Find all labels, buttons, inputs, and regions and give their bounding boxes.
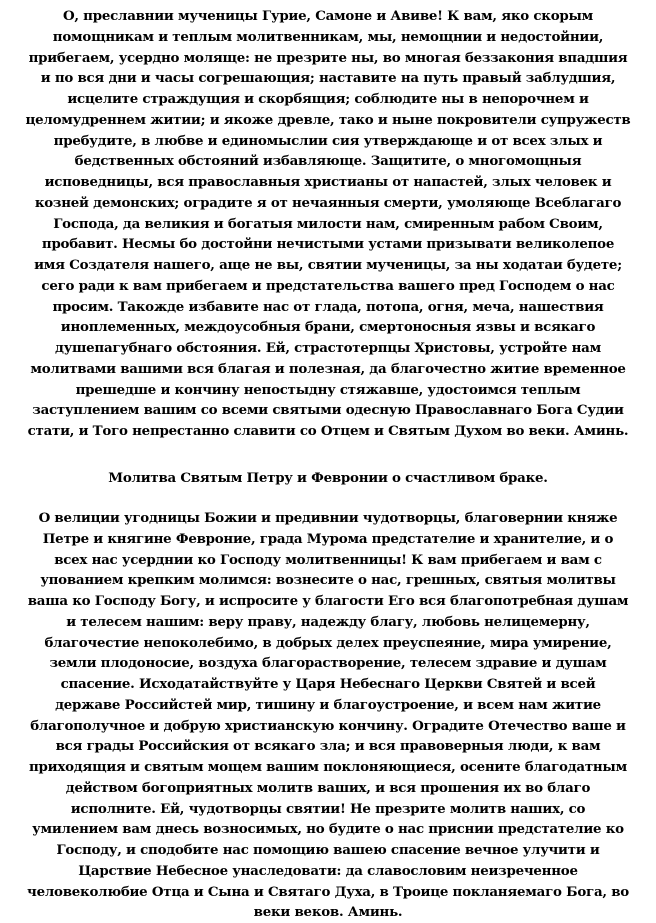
text-line: пребудите, в любве и единомыслии сия утверждающе и от всех злых и [53,132,603,149]
text-line: и по вся дни и часы согрешающия; наставите на путь правый заблудшия, [40,70,616,87]
text-line: упованием крепким молимся: вознесите о нас, грешных, святыя молитвы [40,572,616,589]
text-line: молитвами вашими вся благая и полезная, да благочестно житие временное [30,360,626,377]
text-line: прибегаем, усердно моляще: не презрите ны, во многая беззакония впадшия [28,49,628,66]
text-line: целомудреннем житии; и якоже древле, тако и ныне покровители супружеств [25,111,631,128]
prayer-text-peter-fevronia [6,508,650,923]
text-line: стати, и Того непрестанно славити со Отцем и Святым Духом во веки. Аминь. [27,423,629,439]
prayer-text-gury-samon-aviv [6,6,650,442]
text-line: козней демонских; оградите я от нечаянныя смерти, умоляюще Всеблагаго [34,194,622,211]
text-line: действом богоприятных молитв ваших, и вся прошения их во благо [65,779,591,796]
text-line: Петре и княгине Февроние, града Мурома предстателие и хранителие, и о [42,530,614,547]
text-line: вся грады Российския от всякаго зла; и вся правоверныя люди, к вам [55,738,601,755]
text-line: благочестие непоколебимо, в добрых делех преуспеяние, мира умирение, [44,634,612,651]
text-line: приходящия и святым мощем вашим поклоняющиеся, осените благодатным [29,759,627,775]
text-line: земли плодоносие, воздуха благорастворение, телесем здравие и душам [49,655,607,672]
text-line: помощникам и теплым молитвенникам, мы, немощнии и недостойнии, [52,28,604,45]
text-line: благополучное и добрую христианскую кончину. Оградите Отечество ваше и [30,717,626,734]
text-line: заступлением вашим со всеми святыми одесную Православнаго Бога Судии [32,402,624,419]
text-line: исполните. Ей, чудотворцы святии! Не презрите молитв наших, со [70,800,586,817]
text-line: исцелите страждущия и скорбящия; соблюдите ны в непорочнем и [67,91,589,107]
text-line: ваша ко Господу Богу, и испросите у благости Его вся благопотребная душам [27,593,629,609]
text-line: сего ради к вам прибегаем и предстательства вашего пред Господем о нас [41,277,615,294]
text-line: человеколюбие Отца и Сына и Святаго Духа, в Троице покланяемаго Бога, во [27,883,629,900]
text-line: О велиции угодницы Божии и предивнии чудотворцы, благовернии княже [38,510,618,526]
text-line: пробавит. Несмы бо достойни нечистыми устами призывати великолепое [41,236,615,253]
text-line: прешедше и кончину непостыдну стяжавше, удостоимся теплым [75,381,581,398]
text-line: исповедницы, вся православныя христианы от напастей, злых человек и [44,174,612,190]
text-line: всех нас усерднии ко Господу молитвенницы! К вам прибегаем и вам с [54,551,602,568]
text-line: просим. Такожде избавите нас от глада, потопа, огня, меча, нашествия [52,298,604,315]
text-line: умилением вам днесь возносимых, но будите о нас приснии предстателие ко [32,821,624,838]
text-line: Царствие Небесное унаследовати: да славословим неизреченное [78,862,578,879]
text-line: спасение. Исходатайствуйте у Царя Небеснаго Церкви Святей и всей [60,676,596,692]
text-line: душепагубнаго обстояния. Ей, страстотерпцы Христовы, устройте нам [55,340,601,356]
prayer-title-peter-fevronia: Молитва Святым Петру и Февронии о счастливом браке. [108,470,548,486]
text-line: О, преславнии мученицы Гурие, Самоне и Авиве! К вам, яко скорым [62,8,594,24]
text-line: имя Создателя нашего, аще не вы, святии мученицы, за ны ходатаи будете; [34,257,622,273]
text-line: державе Российстей мир, тишину и благоустроение, и всем нам житие [55,696,601,713]
text-line: веки веков. Аминь. [253,904,403,921]
text-line: Господу, и сподобите нас помощию вашею спасение вечное улучити и [56,842,600,858]
text-line: и телесем нашим: веру праву, надежду благу, любовь нелицемерну, [66,613,590,630]
text-line: Господа, да великия и богатыя милости нам, смиренным рабом Своим, [53,215,603,232]
text-line: бедственных обстояний избавляюще. Защитите, о многомощныя [74,153,582,170]
text-line: иноплеменных, междоусобныя брани, смертоносныя язвы и всякаго [60,319,596,336]
